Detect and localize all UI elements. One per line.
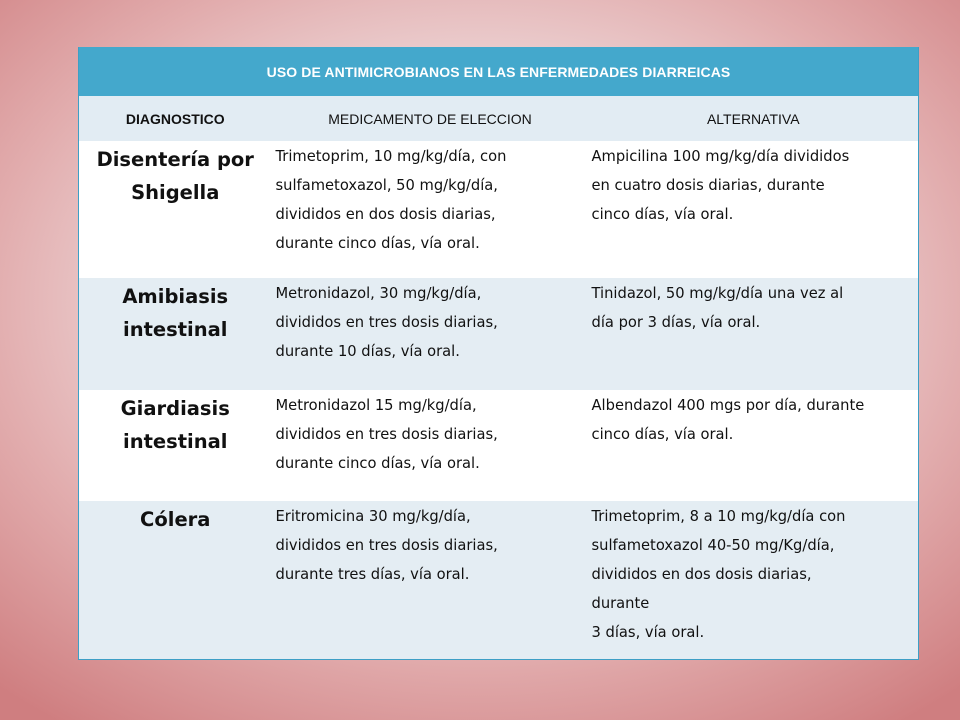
alternative-line: en cuatro dosis diarias, durante: [591, 177, 825, 194]
alternative-line: 3 días, vía oral.: [591, 624, 705, 641]
medication-line: durante tres días, vía oral.: [275, 566, 470, 583]
alternative-line: Albendazol 400 mgs por día, durante: [591, 397, 865, 414]
medication-cell: [272, 278, 589, 390]
alternative-line: durante: [591, 595, 650, 612]
table-row: [79, 390, 919, 501]
table-row: [79, 278, 919, 390]
alternative-line: Ampicilina 100 mg/kg/día divididos: [591, 148, 850, 165]
medication-cell: [272, 141, 589, 278]
diagnosis-line: Giardiasis: [120, 397, 230, 420]
diagnosis-line: intestinal: [123, 318, 228, 341]
header-medicamento: MEDICAMENTO DE ELECCION: [272, 96, 589, 141]
medication-line: Eritromicina 30 mg/kg/día,: [275, 508, 471, 525]
medication-line: Trimetoprim, 10 mg/kg/día, con: [275, 148, 507, 165]
medication-line: durante cinco días, vía oral.: [275, 235, 480, 252]
alternative-line: día por 3 días, vía oral.: [591, 314, 761, 331]
medication-cell: [272, 390, 589, 501]
medication-line: divididos en tres dosis diarias,: [275, 314, 498, 331]
alternative-line: cinco días, vía oral.: [591, 206, 734, 223]
diagnosis-line: Disentería por: [96, 148, 254, 171]
header-alternativa: ALTERNATIVA: [589, 96, 919, 141]
medication-line: sulfametoxazol, 50 mg/kg/día,: [275, 177, 498, 194]
diagnosis-cell: [79, 390, 272, 501]
alternative-line: cinco días, vía oral.: [591, 426, 734, 443]
medication-line: divididos en tres dosis diarias,: [275, 426, 498, 443]
diagnosis-cell: [79, 141, 272, 278]
table-row: [79, 141, 919, 278]
alternative-line: Trimetoprim, 8 a 10 mg/kg/día con: [591, 508, 846, 525]
alternative-line: divididos en dos dosis diarias,: [591, 566, 812, 583]
diagnosis-line: Shigella: [131, 181, 220, 204]
column-header-row: [79, 96, 919, 141]
alternative-line: Tinidazol, 50 mg/kg/día una vez al: [591, 285, 844, 302]
alternative-cell: [589, 278, 919, 390]
antimicrobial-table: [78, 47, 919, 660]
diagnosis-cell: [79, 278, 272, 390]
medication-line: durante 10 días, vía oral.: [275, 343, 460, 360]
medication-line: divididos en dos dosis diarias,: [275, 206, 496, 223]
diagnosis-line: intestinal: [123, 430, 228, 453]
medication-line: Metronidazol, 30 mg/kg/día,: [275, 285, 482, 302]
table-row: [79, 501, 919, 659]
alternative-cell: [589, 141, 919, 278]
table-title: USO DE ANTIMICROBIANOS EN LAS ENFERMEDADES DIARREICAS: [79, 47, 919, 96]
medication-line: Metronidazol 15 mg/kg/día,: [275, 397, 477, 414]
diagnosis-line: Amibiasis: [122, 285, 229, 308]
medication-cell: [272, 501, 589, 659]
alternative-cell: [589, 501, 919, 659]
medication-line: divididos en tres dosis diarias,: [275, 537, 498, 554]
alternative-line: sulfametoxazol 40-50 mg/Kg/día,: [591, 537, 835, 554]
medication-line: durante cinco días, vía oral.: [275, 455, 480, 472]
diagnosis-line: Cólera: [140, 508, 211, 531]
alternative-cell: [589, 390, 919, 501]
header-diagnostico: DIAGNOSTICO: [79, 96, 272, 141]
table-title-row: [79, 47, 919, 96]
diagnosis-cell: [79, 501, 272, 659]
